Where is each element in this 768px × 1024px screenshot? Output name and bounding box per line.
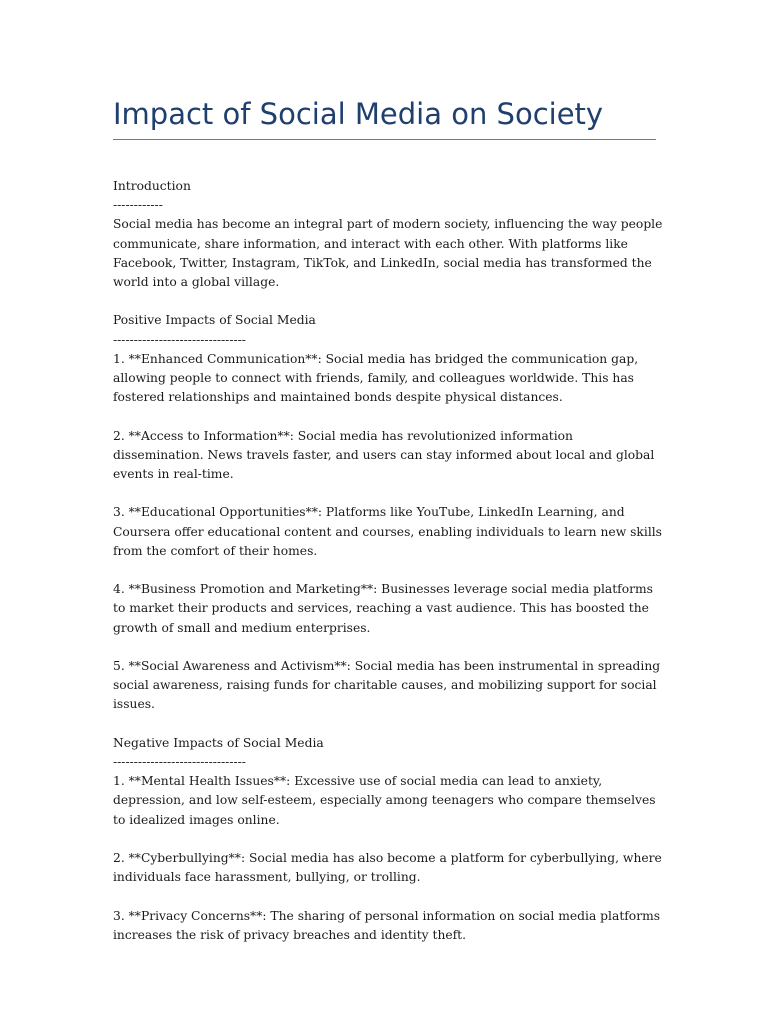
section-introduction	[113, 177, 663, 215]
section-negative-impacts	[113, 734, 663, 772]
paragraph: Social media has become an integral part of modern society, influencing the way people communicate, share information, and interact with each other. With platforms like Facebook, Twitter, Instagram, TikTok, and LinkedIn, social media has transformed the world into a global village.	[113, 217, 663, 290]
document-body	[113, 177, 663, 964]
section-heading-underline: --------------------------------	[113, 755, 246, 769]
document-title: Impact of Social Media on Society	[113, 97, 604, 131]
section-heading: Negative Impacts of Social Media	[113, 735, 324, 750]
section-heading: Positive Impacts of Social Media	[113, 313, 316, 328]
list-item: 3. **Privacy Concerns**: The sharing of personal information on social media platforms increases the risk of privacy breaches and identity theft.	[113, 908, 661, 942]
list-item: 3. **Educational Opportunities**: Platforms like YouTube, LinkedIn Learning, and Coursera offer educational content and courses, enabling individuals to learn new skills from the comfort of their homes.	[113, 505, 662, 558]
section-heading-underline: ------------	[113, 198, 163, 213]
section-heading: Introduction	[113, 179, 191, 193]
title-divider	[113, 139, 656, 140]
list-item: 5. **Social Awareness and Activism**: Social media has been instrumental in spreading social awareness, raising funds for charitable causes, and mobilizing support for social issues.	[113, 659, 661, 712]
list-item: 1. **Enhanced Communication**: Social media has bridged the communication gap, allowing people to connect with friends, family, and colleagues worldwide. This has fostered relationships and maintained bonds despite physical distances.	[113, 351, 639, 405]
list-item: 1. **Mental Health Issues**: Excessive use of social media can lead to anxiety, depression, and low self-esteem, especially among teenagers who compare themselves to idealized images online.	[113, 774, 656, 827]
list-item: 2. **Access to Information**: Social media has revolutionized information dissemination. News travels faster, and users can stay informed about local and global events in real-time.	[113, 428, 655, 482]
list-item: 2. **Cyberbullying**: Social media has also become a platform for cyberbullying, where individuals face harassment, bullying, or trolling.	[113, 851, 662, 885]
section-positive-impacts	[113, 311, 663, 349]
section-heading-underline: --------------------------------	[113, 332, 246, 347]
list-item: 4. **Business Promotion and Marketing**: Businesses leverage social media platforms to market their products and services, reaching a vast audience. This has boosted the growth of small and medium enterprises.	[113, 582, 653, 635]
